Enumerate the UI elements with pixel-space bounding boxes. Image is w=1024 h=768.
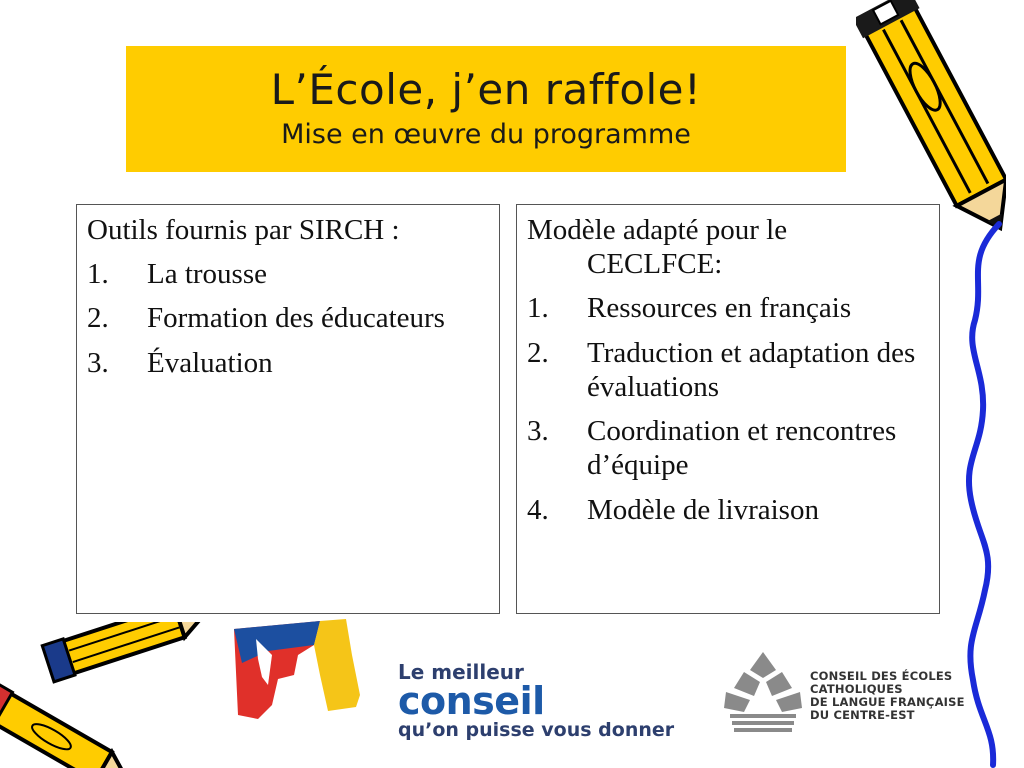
conseil-line: CATHOLIQUES	[810, 682, 903, 696]
squiggle-line-icon	[955, 220, 1024, 768]
model-heading: Modèle adapté pour le CECLFCE:	[527, 214, 788, 281]
conseil-leaf-logo	[720, 648, 806, 738]
model-box	[516, 204, 940, 614]
list-item-number: 1.	[527, 292, 549, 325]
list-item-number: 3.	[87, 346, 109, 379]
model-list	[527, 291, 929, 526]
list-item-text: Traduction et adaptation des évaluations	[587, 336, 916, 403]
list-item-number: 3.	[527, 415, 549, 448]
conseil-line: CONSEIL DES ÉCOLES	[810, 669, 953, 683]
list-item	[87, 346, 489, 380]
conseil-name	[810, 670, 965, 722]
slide-title: L’École, j’en raffole!	[270, 64, 702, 114]
tools-list	[87, 257, 489, 380]
list-item	[527, 493, 929, 527]
slogan	[398, 662, 678, 740]
crossed-pencils-icon	[0, 622, 215, 768]
slogan-line2: conseil	[398, 679, 545, 723]
slogan-line3: qu’on puisse vous donner	[398, 719, 675, 741]
conseil-line: DU CENTRE-EST	[810, 708, 915, 722]
ontario-map-logo	[228, 615, 363, 727]
title-banner	[126, 46, 846, 172]
list-item-text: Coordination et rencontres d’équipe	[587, 415, 897, 482]
list-item-text: Évaluation	[147, 346, 273, 379]
list-item	[527, 291, 929, 325]
list-item-text: Formation des éducateurs	[147, 302, 445, 335]
list-item	[87, 301, 489, 335]
slide-subtitle: Mise en œuvre du programme	[281, 118, 691, 150]
list-item-number: 2.	[527, 336, 549, 369]
list-item-text: Modèle de livraison	[587, 493, 819, 526]
list-item	[527, 336, 929, 404]
list-item-number: 2.	[87, 302, 109, 335]
list-item-text: La trousse	[147, 258, 267, 291]
list-item	[527, 414, 929, 482]
conseil-line: DE LANGUE FRANÇAISE	[810, 695, 965, 709]
tools-heading: Outils fournis par SIRCH :	[87, 214, 400, 246]
list-item-number: 4.	[527, 493, 549, 526]
list-item-text: Ressources en français	[587, 292, 852, 325]
list-item	[87, 257, 489, 291]
list-item-number: 1.	[87, 258, 109, 291]
slogan-line1: Le meilleur	[398, 660, 524, 684]
tools-box	[76, 204, 500, 614]
